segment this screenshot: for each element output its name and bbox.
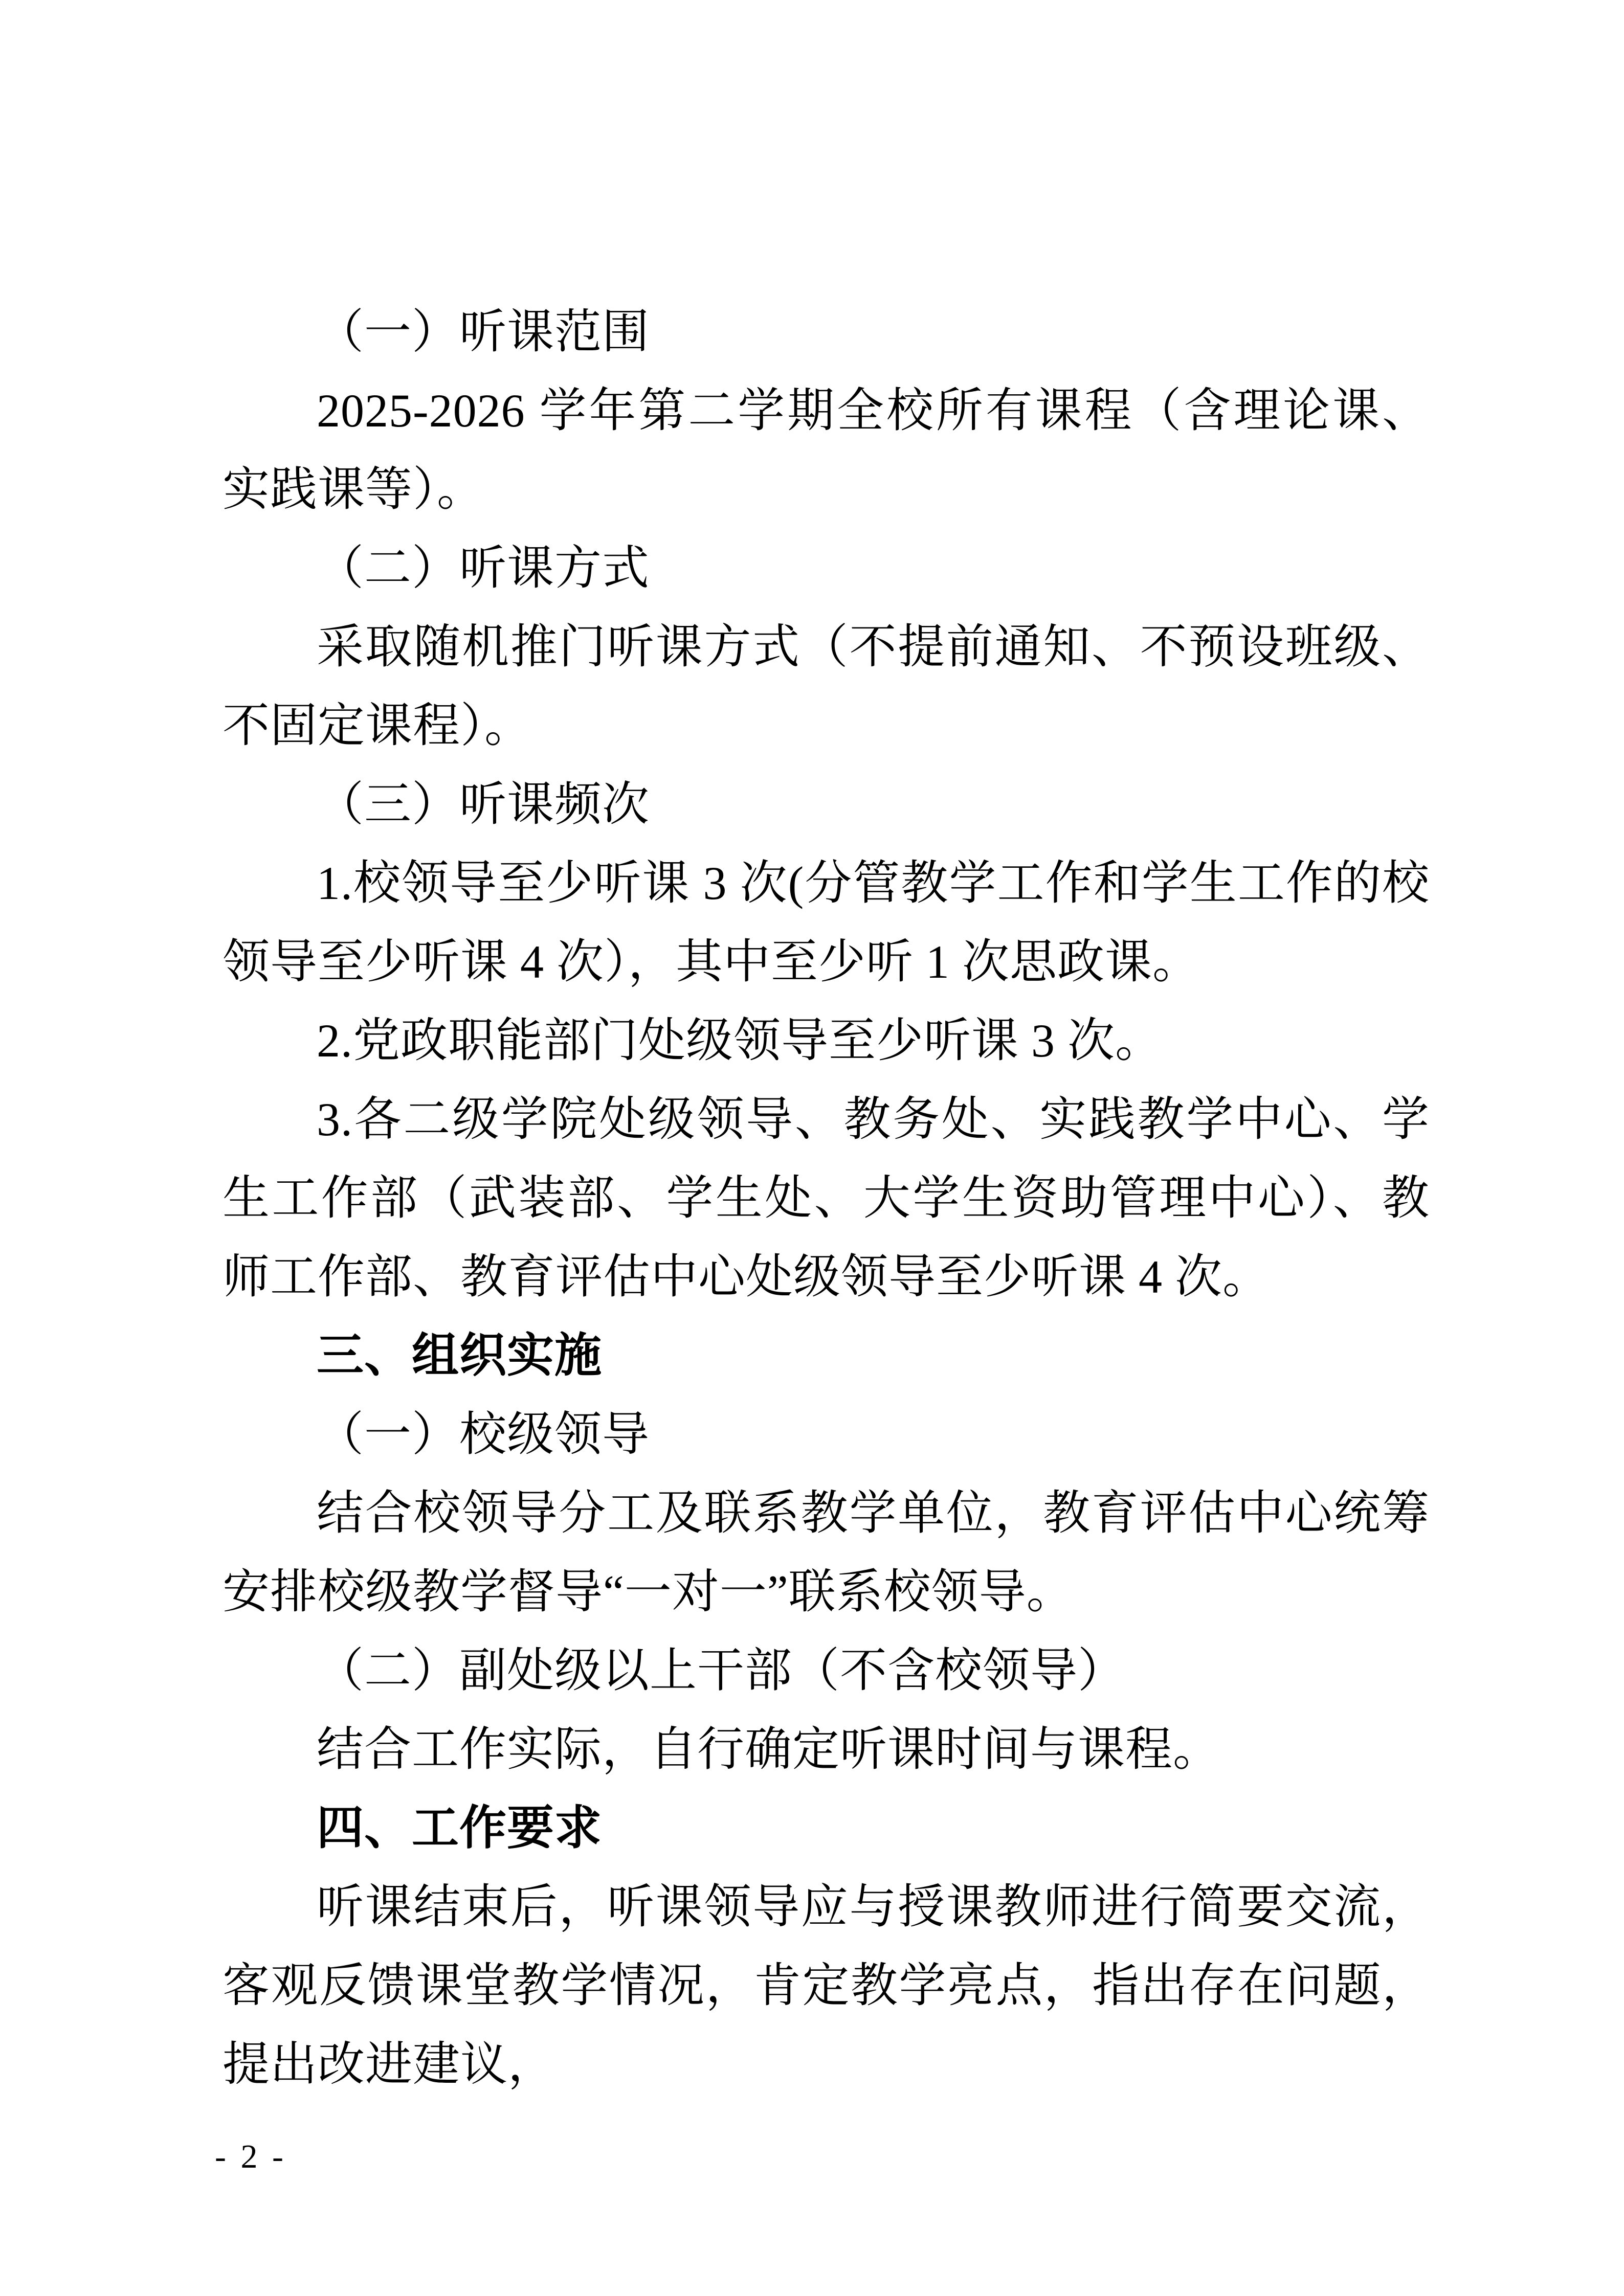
paragraph: 2.党政职能部门处级领导至少听课 3 次。 — [317, 1015, 1163, 1067]
section-heading: （三）听课频次 — [317, 777, 650, 831]
paragraph: 3.各二级学院处级领导、教务处、实践教学中心、学生工作部（武装部、学生处、大学生资助管理中心）、教师工作部、教育评估中心处级领导至少听课 4 次。 — [223, 1093, 1430, 1303]
paragraph: 采取随机推门听课方式（不提前通知、不预设班级、不固定课程）。 — [223, 621, 1430, 752]
section-heading: （二）听课方式 — [317, 541, 650, 595]
document-body — [223, 292, 1430, 2104]
section-heading: （一）听课范围 — [317, 304, 650, 359]
paragraph: 1.校领导至少听课 3 次(分管教学工作和学生工作的校领导至少听课 4 次），其中至少听 1 次思政课。 — [223, 857, 1430, 988]
section-heading: （一）校级领导 — [317, 1407, 650, 1461]
paragraph: 听课结束后，听课领导应与授课教师进行简要交流，客观反馈课堂教学情况，肯定教学亮点，指出存在问题，提出改进建议， — [223, 1881, 1430, 2090]
paragraph: 结合工作实际，自行确定听课时间与课程。 — [317, 1723, 1221, 1775]
page-number: - 2 - — [215, 2138, 286, 2175]
paragraph: 结合校领导分工及联系教学单位，教育评估中心统筹安排校级教学督导“一对一”联系校领导。 — [223, 1487, 1430, 1618]
section-heading: 三、组织实施 — [317, 1330, 603, 1382]
section-heading: 四、工作要求 — [317, 1802, 603, 1854]
paragraph: 2025-2026 学年第二学期全校所有课程（含理论课、实践课等）。 — [223, 385, 1430, 515]
section-heading: （二）副处级以上干部（不含校领导） — [317, 1643, 1126, 1698]
